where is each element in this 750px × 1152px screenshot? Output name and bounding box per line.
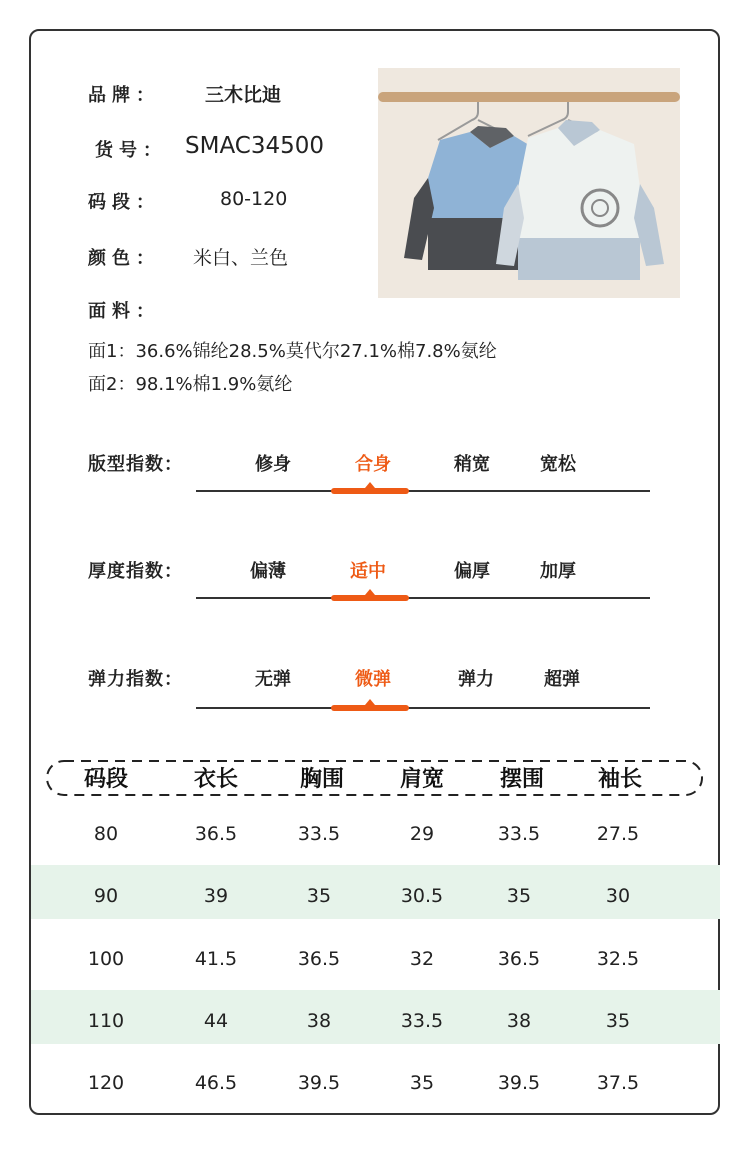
table-cell: 38	[506, 1010, 532, 1032]
table-cell: 80	[93, 823, 119, 845]
table-cell: 41.5	[194, 948, 238, 970]
table-cell: 90	[93, 885, 119, 907]
stretch-scale-pointer	[365, 699, 375, 705]
thickness-scale-line	[196, 597, 650, 599]
table-cell: 46.5	[194, 1072, 238, 1094]
hoodies-illustration	[378, 68, 680, 298]
table-cell: 39.5	[297, 1072, 341, 1094]
size-header-hem: 摆围	[499, 767, 545, 792]
size-header-shoulder: 肩宽	[399, 767, 445, 792]
stretch-index-label: 弹力指数：	[88, 669, 183, 690]
thickness-index-label: 厚度指数：	[88, 561, 183, 582]
thickness-option-extra-thick: 加厚	[540, 561, 576, 582]
table-cell: 33.5	[400, 1010, 444, 1032]
brand-value: 三木比迪	[205, 84, 282, 106]
table-cell: 30	[605, 885, 631, 907]
thickness-option-thick: 偏厚	[454, 561, 490, 582]
table-cell: 27.5	[596, 823, 640, 845]
table-cell: 32	[409, 948, 435, 970]
fit-option-loose: 稍宽	[454, 454, 490, 475]
table-cell: 110	[87, 1010, 125, 1032]
stretch-scale-line	[196, 707, 650, 709]
fabric-label: 面料：	[88, 301, 160, 322]
table-cell: 35	[506, 885, 532, 907]
table-cell: 35	[409, 1072, 435, 1094]
table-cell: 29	[409, 823, 435, 845]
thickness-scale-marker	[331, 595, 409, 601]
table-cell: 36.5	[194, 823, 238, 845]
table-cell: 38	[306, 1010, 332, 1032]
table-cell: 33.5	[497, 823, 541, 845]
fit-index-label: 版型指数：	[88, 454, 183, 475]
table-cell: 37.5	[596, 1072, 640, 1094]
table-cell: 30.5	[400, 885, 444, 907]
color-label: 颜色：	[88, 248, 160, 269]
fabric-line-2: 面2：98.1%棉1.9%氨纶	[88, 374, 293, 395]
table-cell: 36.5	[297, 948, 341, 970]
thickness-option-medium: 适中	[350, 561, 386, 582]
table-cell: 120	[87, 1072, 125, 1094]
stretch-option-none: 无弹	[255, 669, 291, 690]
sku-label: 货号：	[95, 140, 167, 161]
stretch-option-super: 超弹	[544, 669, 580, 690]
table-cell: 35	[306, 885, 332, 907]
sku-value: SMAC34500	[185, 133, 324, 159]
table-cell: 32.5	[596, 948, 640, 970]
table-cell: 35	[605, 1010, 631, 1032]
size-header-length: 衣长	[193, 767, 239, 792]
thickness-scale-pointer	[365, 589, 375, 595]
product-photo	[378, 68, 680, 298]
color-value: 米白、兰色	[193, 247, 289, 269]
stretch-option-stretch: 弹力	[458, 669, 494, 690]
stretch-option-slight: 微弹	[355, 669, 391, 690]
fit-scale-pointer	[365, 482, 375, 488]
fit-option-oversize: 宽松	[540, 454, 576, 475]
size-header-size: 码段	[83, 767, 129, 792]
fit-scale-line	[196, 490, 650, 492]
table-cell: 44	[203, 1010, 229, 1032]
size-header-chest: 胸围	[299, 767, 345, 792]
table-cell: 39	[203, 885, 229, 907]
table-cell: 39.5	[497, 1072, 541, 1094]
table-cell: 36.5	[497, 948, 541, 970]
fabric-line-1: 面1：36.6%锦纶28.5%莫代尔27.1%棉7.8%氨纶	[88, 341, 497, 362]
thickness-option-thin: 偏薄	[250, 561, 286, 582]
table-cell: 100	[87, 948, 125, 970]
size-range-label: 码段：	[88, 192, 160, 213]
table-cell: 33.5	[297, 823, 341, 845]
size-header-sleeve: 袖长	[597, 767, 643, 792]
fit-option-regular: 合身	[355, 454, 391, 475]
fit-scale-marker	[331, 488, 409, 494]
size-range-value: 80-120	[220, 188, 288, 210]
brand-label: 品牌：	[88, 85, 160, 106]
stretch-scale-marker	[331, 705, 409, 711]
fit-option-slim: 修身	[255, 454, 291, 475]
